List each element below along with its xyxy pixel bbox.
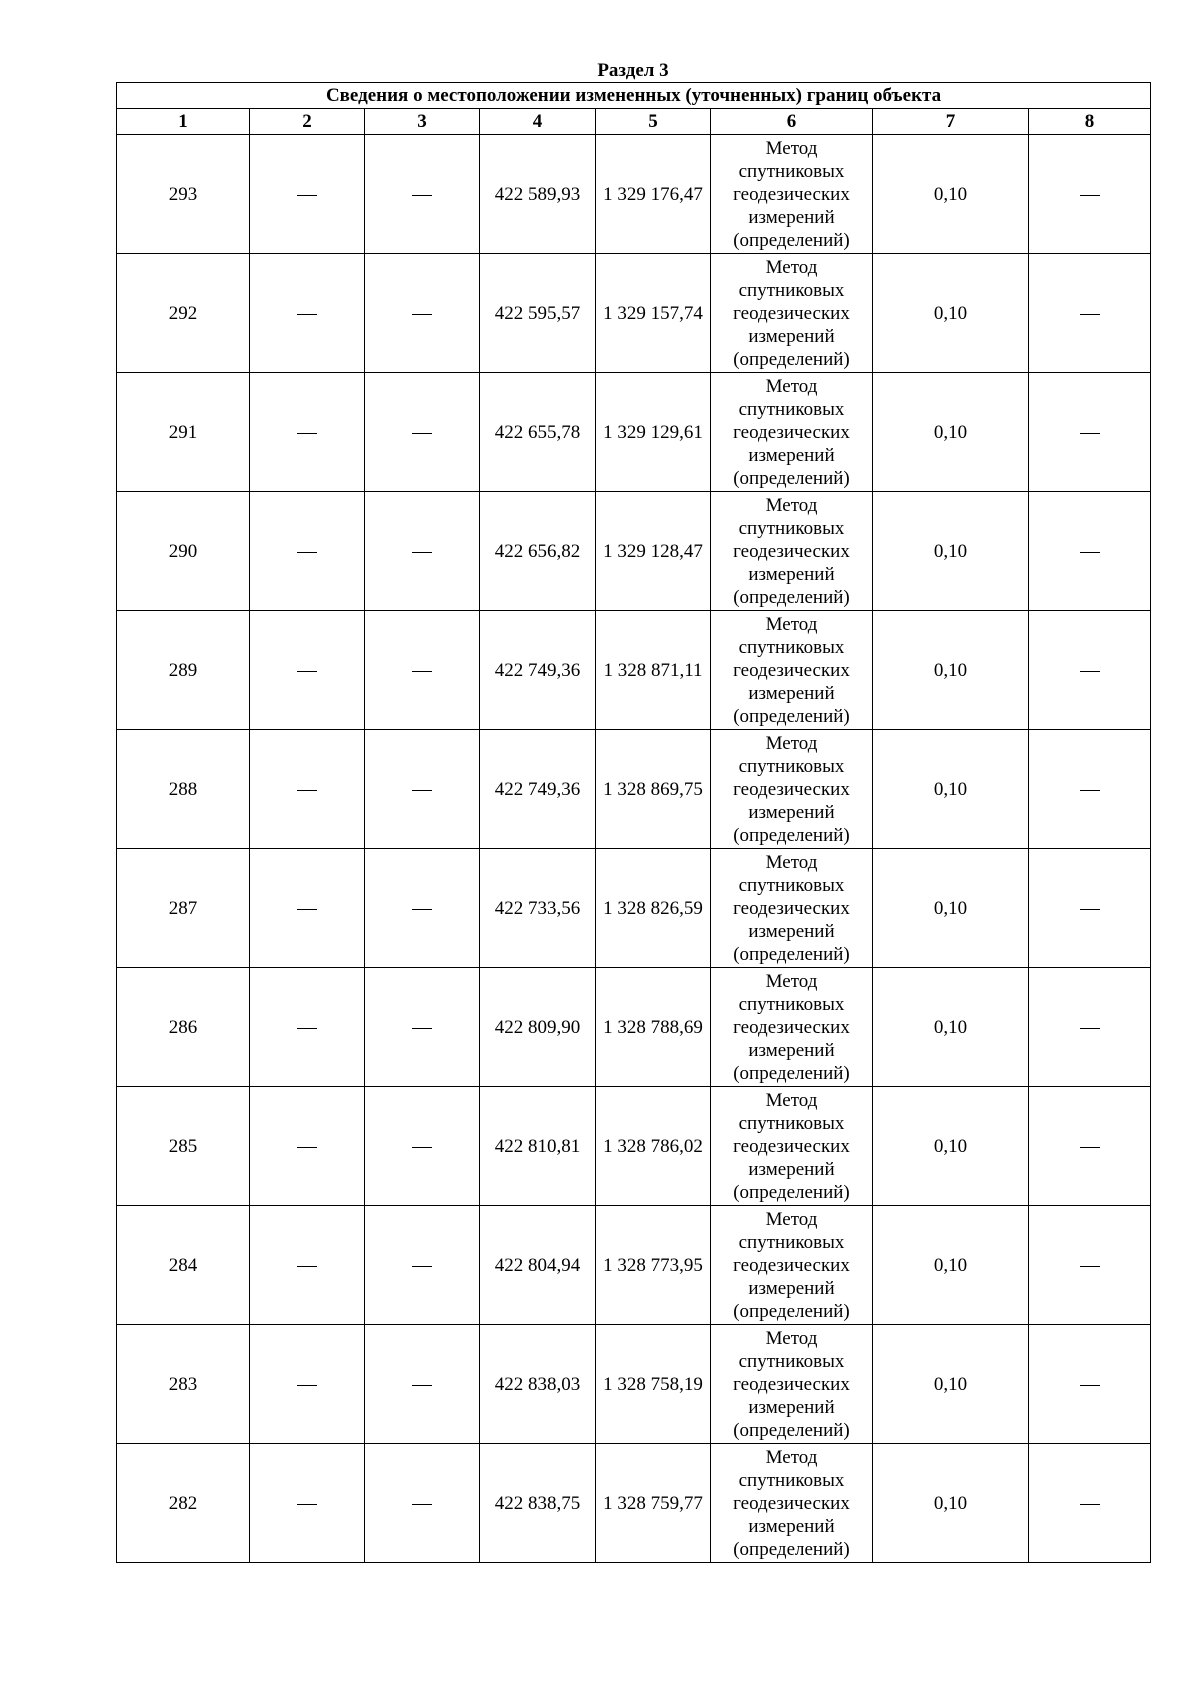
dash-text: [317, 1492, 318, 1493]
dash-text: [1100, 1254, 1101, 1255]
empty-dash: [412, 195, 432, 196]
empty-dash: [297, 314, 317, 315]
y-coordinate-cell: [596, 849, 711, 968]
dash-text: [432, 659, 433, 660]
dash-text: [432, 1016, 433, 1017]
dash-text: [1100, 183, 1101, 184]
col8-cell: [1029, 492, 1151, 611]
method-cell: [711, 611, 873, 730]
dash-text: [1100, 1373, 1101, 1374]
y-text: 1 328 786,02: [603, 1135, 703, 1157]
x-text: 422 655,78: [494, 421, 581, 443]
empty-dash: [412, 909, 432, 910]
method-cell: [711, 1444, 873, 1563]
x-text: 422 804,94: [494, 1254, 581, 1276]
accuracy-cell: [873, 1087, 1029, 1206]
point-text: 290: [168, 540, 198, 562]
table-row: [117, 254, 1151, 373]
table-row: [117, 1206, 1151, 1325]
y-text: 1 329 129,61: [603, 421, 703, 443]
table-row: [117, 492, 1151, 611]
dash-text: [1100, 659, 1101, 660]
method-cell: [711, 1206, 873, 1325]
col8-cell: [1029, 730, 1151, 849]
column-number-2: 2: [250, 109, 365, 135]
empty-dash: [412, 1266, 432, 1267]
accuracy-cell: [873, 492, 1029, 611]
dash-text: [432, 1254, 433, 1255]
col3-cell: [365, 1087, 480, 1206]
empty-dash: [297, 1028, 317, 1029]
dash-text: [432, 778, 433, 779]
y-text: 1 328 773,95: [603, 1254, 703, 1276]
dash-text: [1100, 421, 1101, 422]
point-text: 283: [168, 1373, 198, 1395]
point-number-cell: [117, 611, 250, 730]
empty-dash: [412, 1385, 432, 1386]
y-text: 1 328 759,77: [603, 1492, 703, 1514]
x-text: 422 733,56: [494, 897, 581, 919]
col3-cell: [365, 492, 480, 611]
accuracy-text: 0,10: [933, 302, 968, 324]
table-row: [117, 1325, 1151, 1444]
empty-dash: [412, 314, 432, 315]
method-cell: [711, 254, 873, 373]
dash-text: [1100, 778, 1101, 779]
col2-cell: [250, 849, 365, 968]
table-row: [117, 373, 1151, 492]
empty-dash: [297, 433, 317, 434]
empty-dash: [1080, 1266, 1100, 1267]
point-text: 282: [168, 1492, 198, 1514]
dash-text: [432, 1492, 433, 1493]
y-coordinate-cell: [596, 968, 711, 1087]
y-coordinate-cell: [596, 135, 711, 254]
dash-text: [1100, 540, 1101, 541]
accuracy-text: 0,10: [933, 1135, 968, 1157]
empty-dash: [297, 909, 317, 910]
dash-text: [432, 1373, 433, 1374]
method-text: Метод спутниковых геодезических измерений (определений): [733, 851, 850, 965]
empty-dash: [1080, 433, 1100, 434]
table-row: [117, 968, 1151, 1087]
dash-text: [317, 302, 318, 303]
column-number-4: 4: [480, 109, 596, 135]
accuracy-text: 0,10: [933, 421, 968, 443]
table-row: [117, 611, 1151, 730]
x-text: 422 595,57: [494, 302, 581, 324]
col2-cell: [250, 1325, 365, 1444]
x-text: 422 838,75: [494, 1492, 581, 1514]
dash-text: [317, 1016, 318, 1017]
y-text: 1 328 826,59: [603, 897, 703, 919]
empty-dash: [297, 671, 317, 672]
column-number-6: 6: [711, 109, 873, 135]
empty-dash: [412, 790, 432, 791]
empty-dash: [1080, 1504, 1100, 1505]
point-number-cell: [117, 1444, 250, 1563]
method-cell: [711, 849, 873, 968]
dash-text: [317, 1135, 318, 1136]
accuracy-text: 0,10: [933, 1016, 968, 1038]
point-number-cell: [117, 1325, 250, 1444]
y-text: 1 329 157,74: [603, 302, 703, 324]
column-numbers-row: [117, 109, 1151, 135]
x-coordinate-cell: [480, 254, 596, 373]
x-coordinate-cell: [480, 135, 596, 254]
accuracy-text: 0,10: [933, 1254, 968, 1276]
empty-dash: [297, 195, 317, 196]
col2-cell: [250, 1206, 365, 1325]
x-coordinate-cell: [480, 1325, 596, 1444]
x-coordinate-cell: [480, 849, 596, 968]
empty-dash: [412, 433, 432, 434]
accuracy-text: 0,10: [933, 183, 968, 205]
x-coordinate-cell: [480, 492, 596, 611]
dash-text: [1100, 1016, 1101, 1017]
dash-text: [317, 540, 318, 541]
accuracy-text: 0,10: [933, 778, 968, 800]
col3-cell: [365, 1444, 480, 1563]
method-text: Метод спутниковых геодезических измерений (определений): [733, 256, 850, 370]
y-coordinate-cell: [596, 1206, 711, 1325]
point-number-cell: [117, 373, 250, 492]
method-cell: [711, 492, 873, 611]
point-text: 286: [168, 1016, 198, 1038]
method-cell: [711, 135, 873, 254]
dash-text: [432, 540, 433, 541]
x-text: 422 810,81: [494, 1135, 581, 1157]
method-cell: [711, 730, 873, 849]
col8-cell: [1029, 1444, 1151, 1563]
dash-text: [317, 421, 318, 422]
empty-dash: [297, 1385, 317, 1386]
accuracy-text: 0,10: [933, 540, 968, 562]
empty-dash: [412, 1028, 432, 1029]
empty-dash: [1080, 671, 1100, 672]
column-number-1: 1: [117, 109, 250, 135]
column-number-7: 7: [873, 109, 1029, 135]
col2-cell: [250, 135, 365, 254]
accuracy-cell: [873, 135, 1029, 254]
point-text: 292: [168, 302, 198, 324]
empty-dash: [412, 1147, 432, 1148]
table-row: [117, 730, 1151, 849]
accuracy-cell: [873, 1206, 1029, 1325]
dash-text: [432, 1135, 433, 1136]
col3-cell: [365, 254, 480, 373]
point-text: 287: [168, 897, 198, 919]
col2-cell: [250, 968, 365, 1087]
col2-cell: [250, 1087, 365, 1206]
col8-cell: [1029, 611, 1151, 730]
empty-dash: [1080, 909, 1100, 910]
y-text: 1 328 871,11: [603, 659, 703, 681]
accuracy-text: 0,10: [933, 1492, 968, 1514]
y-text: 1 329 176,47: [603, 183, 703, 205]
y-text: 1 328 758,19: [603, 1373, 703, 1395]
x-text: 422 838,03: [494, 1373, 581, 1395]
method-text: Метод спутниковых геодезических измерений (определений): [733, 375, 850, 489]
method-text: Метод спутниковых геодезических измерений (определений): [733, 1089, 850, 1203]
empty-dash: [1080, 1385, 1100, 1386]
empty-dash: [297, 552, 317, 553]
point-text: 291: [168, 421, 198, 443]
accuracy-cell: [873, 611, 1029, 730]
col2-cell: [250, 611, 365, 730]
dash-text: [432, 302, 433, 303]
y-coordinate-cell: [596, 373, 711, 492]
point-number-cell: [117, 968, 250, 1087]
boundary-points-table: [116, 82, 1151, 1563]
empty-dash: [412, 1504, 432, 1505]
x-text: 422 749,36: [494, 778, 581, 800]
x-coordinate-cell: [480, 730, 596, 849]
empty-dash: [297, 1266, 317, 1267]
method-cell: [711, 1087, 873, 1206]
empty-dash: [297, 1504, 317, 1505]
x-coordinate-cell: [480, 611, 596, 730]
table-body: [117, 135, 1151, 1563]
method-text: Метод спутниковых геодезических измерений (определений): [733, 1446, 850, 1560]
col8-cell: [1029, 1087, 1151, 1206]
method-text: Метод спутниковых геодезических измерений (определений): [733, 613, 850, 727]
y-coordinate-cell: [596, 730, 711, 849]
accuracy-cell: [873, 968, 1029, 1087]
empty-dash: [1080, 1147, 1100, 1148]
point-text: 293: [168, 183, 198, 205]
col8-cell: [1029, 968, 1151, 1087]
y-coordinate-cell: [596, 254, 711, 373]
x-text: 422 809,90: [494, 1016, 581, 1038]
point-number-cell: [117, 135, 250, 254]
dash-text: [432, 183, 433, 184]
col8-cell: [1029, 1325, 1151, 1444]
method-text: Метод спутниковых геодезических измерений (определений): [733, 494, 850, 608]
table-row: [117, 1087, 1151, 1206]
method-text: Метод спутниковых геодезических измерений (определений): [733, 732, 850, 846]
empty-dash: [412, 671, 432, 672]
table-caption: Сведения о местоположении измененных (уточненных) границ объекта: [117, 83, 1151, 109]
empty-dash: [297, 790, 317, 791]
empty-dash: [1080, 1028, 1100, 1029]
dash-text: [1100, 302, 1101, 303]
empty-dash: [1080, 790, 1100, 791]
col8-cell: [1029, 1206, 1151, 1325]
dash-text: [317, 183, 318, 184]
x-coordinate-cell: [480, 1087, 596, 1206]
dash-text: [1100, 897, 1101, 898]
dash-text: [1100, 1135, 1101, 1136]
x-text: 422 656,82: [494, 540, 581, 562]
table-row: [117, 1444, 1151, 1563]
point-number-cell: [117, 849, 250, 968]
x-text: 422 589,93: [494, 183, 581, 205]
col8-cell: [1029, 135, 1151, 254]
y-coordinate-cell: [596, 1444, 711, 1563]
accuracy-cell: [873, 1444, 1029, 1563]
col8-cell: [1029, 373, 1151, 492]
dash-text: [1100, 1492, 1101, 1493]
point-number-cell: [117, 254, 250, 373]
table-caption-row: [117, 83, 1151, 109]
col3-cell: [365, 1206, 480, 1325]
empty-dash: [1080, 195, 1100, 196]
x-coordinate-cell: [480, 968, 596, 1087]
point-text: 285: [168, 1135, 198, 1157]
column-number-5: 5: [596, 109, 711, 135]
column-number-3: 3: [365, 109, 480, 135]
method-text: Метод спутниковых геодезических измерений (определений): [733, 970, 850, 1084]
dash-text: [432, 897, 433, 898]
table-row: [117, 849, 1151, 968]
col3-cell: [365, 373, 480, 492]
dash-text: [317, 897, 318, 898]
method-cell: [711, 373, 873, 492]
col8-cell: [1029, 849, 1151, 968]
point-number-cell: [117, 730, 250, 849]
col3-cell: [365, 730, 480, 849]
x-coordinate-cell: [480, 1444, 596, 1563]
dash-text: [317, 1254, 318, 1255]
dash-text: [317, 1373, 318, 1374]
y-text: 1 328 869,75: [603, 778, 703, 800]
table-row: [117, 135, 1151, 254]
col2-cell: [250, 730, 365, 849]
point-number-cell: [117, 492, 250, 611]
y-text: 1 328 788,69: [603, 1016, 703, 1038]
x-coordinate-cell: [480, 373, 596, 492]
point-number-cell: [117, 1087, 250, 1206]
y-coordinate-cell: [596, 1325, 711, 1444]
empty-dash: [1080, 552, 1100, 553]
col3-cell: [365, 135, 480, 254]
empty-dash: [412, 552, 432, 553]
col3-cell: [365, 849, 480, 968]
method-text: Метод спутниковых геодезических измерений (определений): [733, 137, 850, 251]
accuracy-cell: [873, 730, 1029, 849]
col3-cell: [365, 611, 480, 730]
dash-text: [432, 421, 433, 422]
accuracy-cell: [873, 254, 1029, 373]
y-coordinate-cell: [596, 492, 711, 611]
accuracy-cell: [873, 849, 1029, 968]
method-text: Метод спутниковых геодезических измерений (определений): [733, 1327, 850, 1441]
col2-cell: [250, 373, 365, 492]
y-coordinate-cell: [596, 1087, 711, 1206]
column-number-8: 8: [1029, 109, 1151, 135]
empty-dash: [1080, 314, 1100, 315]
section-title: Раздел 3: [597, 60, 669, 81]
accuracy-text: 0,10: [933, 659, 968, 681]
y-coordinate-cell: [596, 611, 711, 730]
dash-text: [317, 659, 318, 660]
point-text: 288: [168, 778, 198, 800]
col2-cell: [250, 1444, 365, 1563]
point-number-cell: [117, 1206, 250, 1325]
point-text: 289: [168, 659, 198, 681]
col3-cell: [365, 968, 480, 1087]
accuracy-cell: [873, 373, 1029, 492]
dash-text: [317, 778, 318, 779]
empty-dash: [297, 1147, 317, 1148]
accuracy-text: 0,10: [933, 897, 968, 919]
method-cell: [711, 1325, 873, 1444]
col2-cell: [250, 254, 365, 373]
y-text: 1 329 128,47: [603, 540, 703, 562]
accuracy-text: 0,10: [933, 1373, 968, 1395]
col8-cell: [1029, 254, 1151, 373]
x-text: 422 749,36: [494, 659, 581, 681]
col2-cell: [250, 492, 365, 611]
point-text: 284: [168, 1254, 198, 1276]
method-cell: [711, 968, 873, 1087]
col3-cell: [365, 1325, 480, 1444]
method-text: Метод спутниковых геодезических измерений (определений): [733, 1208, 850, 1322]
x-coordinate-cell: [480, 1206, 596, 1325]
accuracy-cell: [873, 1325, 1029, 1444]
